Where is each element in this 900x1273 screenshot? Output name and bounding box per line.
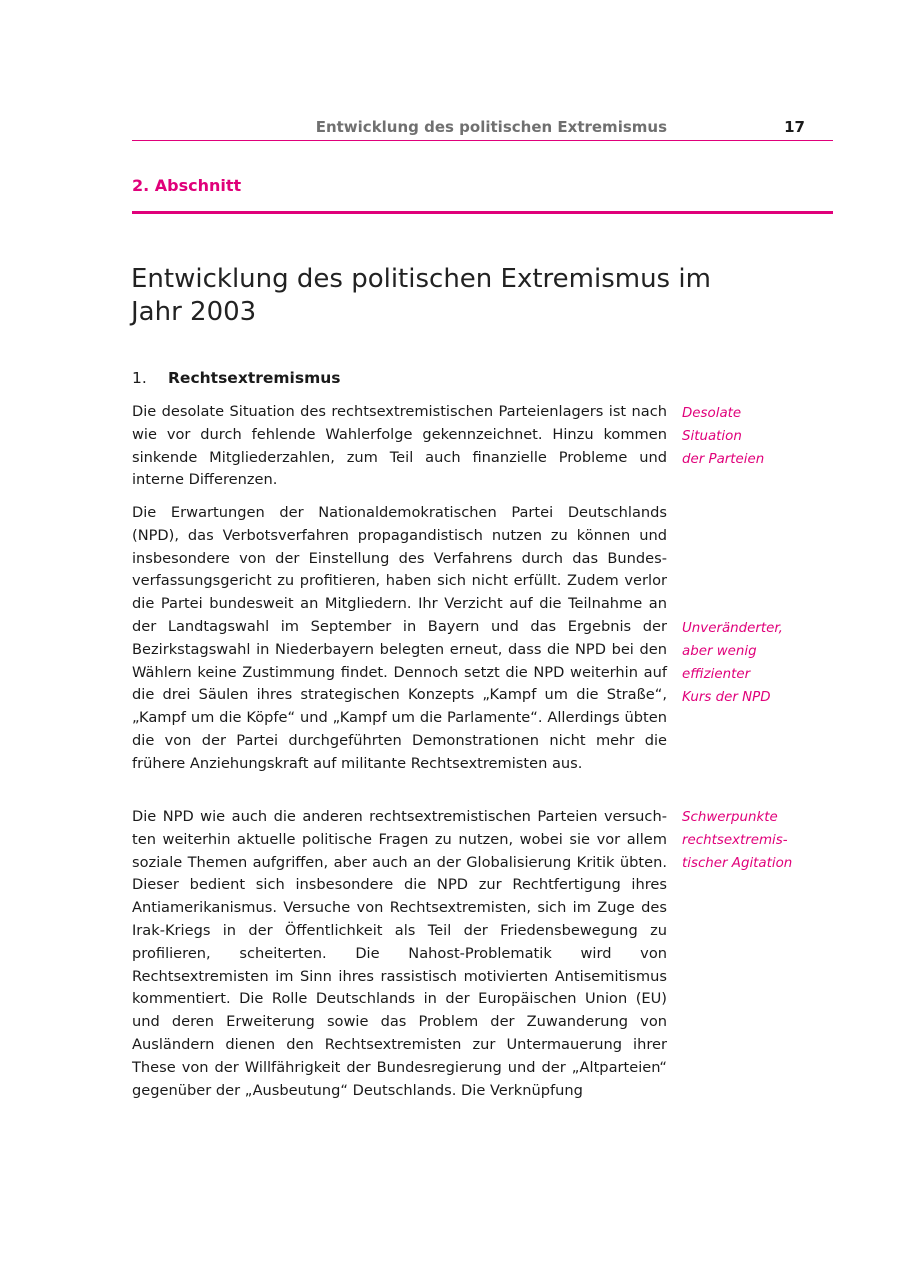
chapter-title: Entwicklung des politischen Extremismus im Jahr 2003 xyxy=(131,264,711,327)
heading-number: 1. xyxy=(132,369,147,387)
margin-note-line: Situation xyxy=(682,429,742,444)
section-divider xyxy=(132,211,833,214)
margin-note-line: Desolate xyxy=(682,406,742,421)
section-label: 2. Abschnitt xyxy=(132,176,242,195)
margin-note-line: Schwerpunkte xyxy=(682,810,778,825)
margin-note-line: effizienter xyxy=(682,667,751,682)
page-number: 17 xyxy=(784,118,805,136)
margin-note-line: aber wenig xyxy=(682,644,757,659)
paragraph-1: Die desolate Situation des rechtsextremistischen Parteienlagers ist nach wie vor durch fehlende Wahlerfolge gekennzeichnet. Hinzu kommen sinkende Mitgliederzahlen, zum Teil auch finanzielle Probleme und interne Differenzen. xyxy=(132,403,667,489)
heading-text: Rechtsextremismus xyxy=(168,369,341,387)
margin-note-desolate-situation xyxy=(682,402,812,471)
margin-note-agitation-focus xyxy=(682,806,812,875)
margin-note-line: Unveränderter, xyxy=(682,621,783,636)
margin-note-npd-course xyxy=(682,617,812,709)
margin-note-line: Kurs der NPD xyxy=(682,690,771,705)
paragraph-2: Die Erwartungen der Nationaldemokratischen Partei Deutschlands (NPD), das Verbotsverfahren propagandistisch nutzen zu können und insbesondere von der Einstellung des Verfahrens durch das Bundesverfassungsgericht zu profitieren, haben sich nicht erfüllt. Zudem verlor die Partei bundesweit an Mitgliedern. Ihr Verzicht auf die Teilnahme an der Landtagswahl im September in Bayern und das Ergebnis der Bezirkstagswahl in Niederbayern belegten erneut, dass die NPD bei den Wählern keine Zustimmung findet. Dennoch setzt die NPD weiterhin auf die drei Säulen ihres strategischen Konzepts „Kampf um die Straße“, „Kampf um die Köpfe“ und „Kampf um die Parlamente“. Allerdings übten die von der Partei durchgeführten Demonstrationen nicht mehr die frühere Anziehungskraft auf militante Rechtsextremisten aus. xyxy=(132,504,667,772)
running-header xyxy=(132,116,833,141)
margin-note-line: rechtsextremis- xyxy=(682,833,788,848)
running-title: Entwicklung des politischen Extremismus xyxy=(315,118,667,136)
paragraph-3: Die NPD wie auch die anderen rechtsextremistischen Parteien versuchten weiterhin aktuelle politische Fragen zu nutzen, wobei sie vor allem soziale Themen aufgriffen, aber auch an der Globalisierung Kritik übten. Dieser bedient sich insbesondere die NPD zur Rechtfertigung ihres Antiamerikanismus. Versuche von Rechtsextremisten, sich im Zuge des Irak-Kriegs in der Öffentlichkeit als Teil der Friedensbewegung zu profilieren, scheiterten. Die Nahost-Problematik wird von Rechtsextremisten im Sinn ihres rassistisch motivierten Antisemitismus kommentiert. Die Rolle Deutschlands in der Europäischen Union (EU) und deren Erweiterung sowie das Problem der Zuwanderung von Ausländern dienen den Rechtsextremisten zur Untermauerung ihrer These von der Willfährigkeit der Bundesregierung und der „Altparteien“ gegenüber der „Ausbeutung“ Deutschlands. Die Verknüpfung xyxy=(132,808,667,1099)
margin-note-line: der Parteien xyxy=(682,452,765,467)
margin-note-line: tischer Agitation xyxy=(682,856,793,871)
section-heading xyxy=(132,369,340,387)
